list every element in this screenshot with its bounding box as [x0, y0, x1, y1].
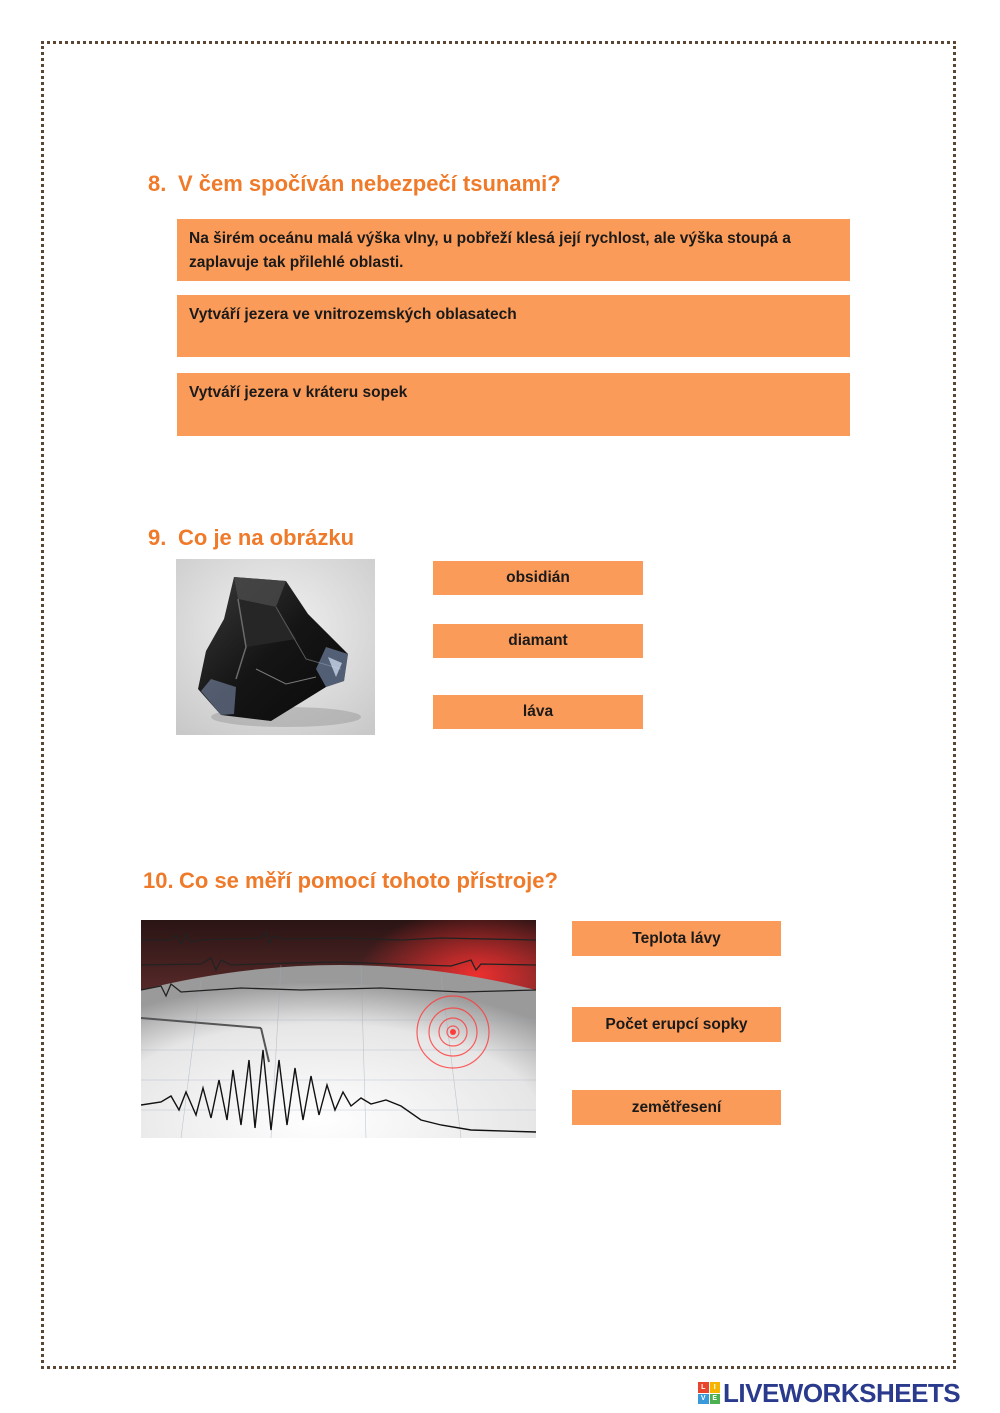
answer-option[interactable]: láva — [433, 695, 643, 729]
obsidian-rock-photo — [176, 559, 375, 735]
question-text: Co je na obrázku — [178, 525, 355, 550]
answer-option[interactable]: Na širém oceánu malá výška vlny, u pobřeží klesá její rychlost, ale výška stoupá a zaplavuje tak přilehlé oblasti. — [177, 219, 850, 281]
liveworksheets-logo — [698, 1378, 960, 1408]
question-10-title — [143, 868, 558, 894]
answer-option[interactable]: Počet erupcí sopky — [572, 1007, 781, 1042]
question-number: 9. — [148, 525, 167, 550]
answer-option[interactable]: Vytváří jezera v kráteru sopek — [177, 373, 850, 436]
answer-option[interactable]: diamant — [433, 624, 643, 658]
question-9-title — [148, 525, 354, 551]
seismograph-image — [141, 920, 536, 1138]
answer-option[interactable]: obsidián — [433, 561, 643, 595]
logo-mark-letter: V — [698, 1394, 709, 1405]
answer-option[interactable]: zemětřesení — [572, 1090, 781, 1125]
question-text: V čem spočíván nebezpečí tsunami? — [178, 171, 561, 196]
seismograph-photo — [141, 920, 536, 1138]
logo-mark-letter: I — [710, 1382, 721, 1393]
logo-mark-icon — [698, 1382, 720, 1404]
logo-mark-letter: L — [698, 1382, 709, 1393]
logo-text: LIVEWORKSHEETS — [723, 1377, 961, 1408]
obsidian-rock-image — [176, 559, 375, 735]
question-number: 10. — [143, 868, 174, 893]
answer-option[interactable]: Vytváří jezera ve vnitrozemských oblasatech — [177, 295, 850, 357]
logo-mark-letter: E — [710, 1394, 721, 1405]
answer-option[interactable]: Teplota lávy — [572, 921, 781, 956]
question-8-title — [148, 171, 561, 197]
question-text: Co se měří pomocí tohoto přístroje? — [179, 868, 558, 893]
question-number: 8. — [148, 171, 167, 196]
